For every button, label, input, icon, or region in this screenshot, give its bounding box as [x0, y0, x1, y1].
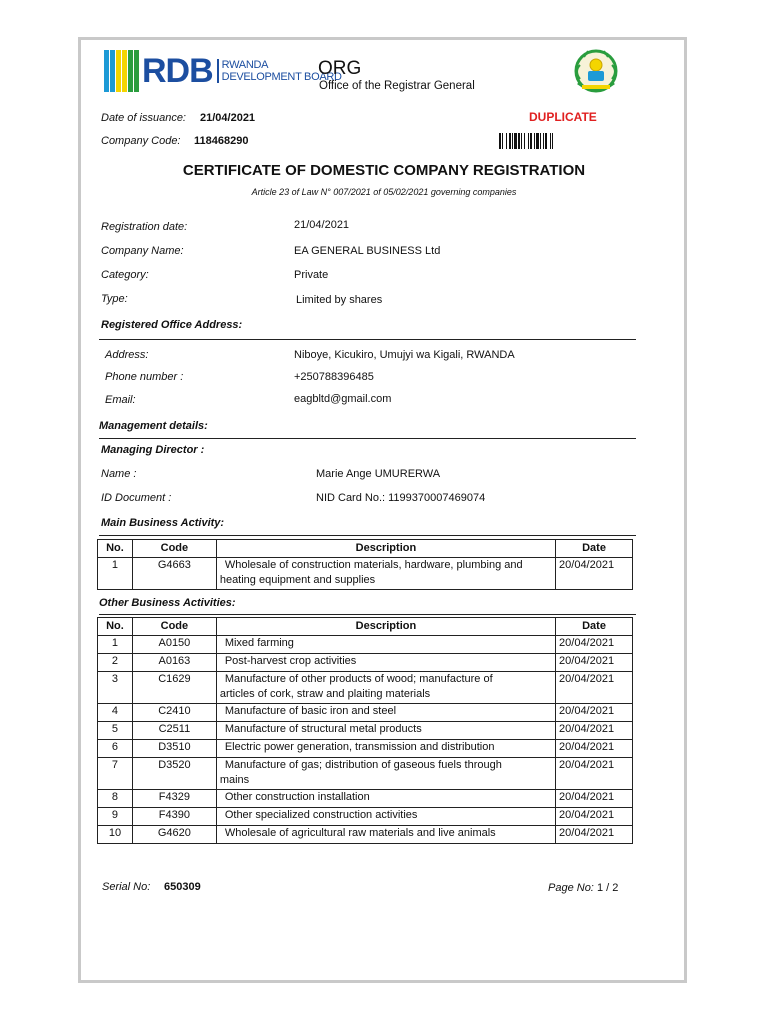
- activity-date: 20/04/2021: [556, 740, 633, 758]
- activity-description: Electric power generation, transmission and distribution: [216, 740, 555, 758]
- page-label: Page No:: [548, 882, 594, 894]
- barcode-bar: [552, 133, 553, 149]
- barcode-bar: [499, 133, 501, 149]
- divider: [99, 535, 636, 536]
- activity-description: Mixed farming: [216, 636, 555, 654]
- activity-no: 3: [98, 672, 133, 704]
- barcode-bar: [540, 133, 541, 149]
- other-activities-heading: Other Business Activities:: [99, 597, 236, 609]
- certificate-title: CERTIFICATE OF DOMESTIC COMPANY REGISTRATION: [182, 162, 586, 179]
- barcode-bar: [545, 133, 547, 149]
- rdb-flag-bar: [134, 50, 139, 92]
- management-heading: Management details:: [99, 420, 208, 432]
- column-header-description: Description: [216, 540, 555, 558]
- activity-code: A0163: [132, 654, 216, 672]
- activity-no: 6: [98, 740, 133, 758]
- certificate-subtitle: Article 23 of Law N° 007/2021 of 05/02/2021 governing companies: [251, 187, 517, 197]
- rdb-logo: [104, 48, 342, 94]
- issuance-date-value: 21/04/2021: [200, 112, 256, 124]
- rdb-logo-letters: RDB: [142, 52, 213, 90]
- director-name-value: Marie Ange UMURERWA: [316, 468, 441, 480]
- director-name-label: Name :: [101, 468, 137, 480]
- divider: [99, 339, 636, 340]
- table-row: [98, 636, 633, 654]
- divider: [99, 614, 636, 615]
- activity-no: 5: [98, 722, 133, 740]
- description-continuation: articles of cork, straw and plaiting materials: [219, 688, 431, 700]
- page-number: [548, 882, 618, 894]
- email-label: Email:: [105, 394, 136, 406]
- issuance-date-label: Date of issuance:: [101, 112, 186, 124]
- activity-description: Wholesale of agricultural raw materials and live animals: [216, 826, 555, 844]
- page-current: 1: [596, 882, 604, 894]
- table-header-row: [98, 618, 633, 636]
- activity-no: 1: [98, 636, 133, 654]
- activity-code: A0150: [132, 636, 216, 654]
- type-value: Limited by shares: [296, 294, 383, 306]
- barcode-bar: [514, 133, 517, 149]
- activity-code: F4329: [132, 790, 216, 808]
- company-code-label: Company Code:: [101, 135, 181, 147]
- activity-date: 20/04/2021: [556, 826, 633, 844]
- barcode-bar: [509, 133, 511, 149]
- divider: [99, 438, 636, 439]
- company-name-label: Company Name:: [101, 245, 184, 257]
- barcode-bar: [512, 133, 513, 149]
- activity-date: 20/04/2021: [556, 558, 633, 590]
- barcode-bar: [524, 133, 525, 149]
- other-activities-table: [97, 617, 633, 844]
- column-header-no: No.: [98, 618, 133, 636]
- category-label: Category:: [101, 269, 149, 281]
- activity-date: 20/04/2021: [556, 758, 633, 790]
- id-document-label: ID Document :: [101, 492, 172, 504]
- column-header-code: Code: [132, 540, 216, 558]
- activity-description: Post-harvest crop activities: [216, 654, 555, 672]
- office-heading: Registered Office Address:: [101, 319, 243, 331]
- registration-date-label: Registration date:: [101, 221, 188, 233]
- activity-description: Manufacture of basic iron and steel: [216, 704, 555, 722]
- managing-director-heading: Managing Director :: [101, 444, 205, 456]
- email-value: eagbltd@gmail.com: [294, 393, 392, 405]
- column-header-no: No.: [98, 540, 133, 558]
- activity-date: 20/04/2021: [556, 654, 633, 672]
- table-row: [98, 558, 633, 590]
- activity-date: 20/04/2021: [556, 704, 633, 722]
- activity-code: G4663: [132, 558, 216, 590]
- activity-no: 2: [98, 654, 133, 672]
- table-row: [98, 654, 633, 672]
- activity-code: C2410: [132, 704, 216, 722]
- activity-description: Other specialized construction activities: [216, 808, 555, 826]
- description-continuation: mains: [219, 774, 250, 786]
- activity-no: 10: [98, 826, 133, 844]
- serial-value: 650309: [164, 881, 201, 893]
- company-code-value: 118468290: [194, 135, 249, 147]
- barcode-icon: [499, 133, 594, 149]
- main-activity-heading: Main Business Activity:: [101, 517, 225, 529]
- description-line: Manufacture of other products of wood; manufacture of: [224, 673, 493, 685]
- activity-no: 4: [98, 704, 133, 722]
- phone-value: +250788396485: [294, 371, 374, 383]
- activity-code: C1629: [132, 672, 216, 704]
- description-continuation: heating equipment and supplies: [219, 574, 376, 586]
- activity-description: [216, 558, 555, 590]
- barcode-bar: [506, 133, 507, 149]
- table-row: [98, 740, 633, 758]
- rdb-flag-bar: [122, 50, 127, 92]
- activity-description: Manufacture of structural metal products: [216, 722, 555, 740]
- serial-label: Serial No:: [102, 881, 151, 893]
- table-header-row: [98, 540, 633, 558]
- table-row: [98, 672, 633, 704]
- activity-no: 9: [98, 808, 133, 826]
- rdb-flag-bar: [104, 50, 109, 92]
- barcode-bar: [518, 133, 520, 149]
- column-header-code: Code: [132, 618, 216, 636]
- rdb-flag-bar: [128, 50, 133, 92]
- barcode-bar: [534, 133, 535, 149]
- table-row: [98, 808, 633, 826]
- barcode-bar: [502, 133, 503, 149]
- barcode-bar: [530, 133, 532, 149]
- activity-code: D3520: [132, 758, 216, 790]
- table-row: [98, 722, 633, 740]
- rwanda-coat-of-arms-icon: [570, 45, 622, 95]
- table-row: [98, 790, 633, 808]
- activity-code: C2511: [132, 722, 216, 740]
- activity-no: 8: [98, 790, 133, 808]
- barcode-bar: [528, 133, 529, 149]
- org-title: ORG: [318, 58, 362, 79]
- barcode-bar: [550, 133, 551, 149]
- barcode-bar: [521, 133, 522, 149]
- main-activity-table: [97, 539, 633, 590]
- description-line: Manufacture of gas; distribution of gaseous fuels through: [224, 759, 502, 771]
- page-total: 2: [612, 882, 619, 894]
- rdb-flag-bars-icon: [104, 50, 140, 92]
- barcode-bar: [536, 133, 539, 149]
- column-header-date: Date: [556, 540, 633, 558]
- activity-date: 20/04/2021: [556, 808, 633, 826]
- rdb-logo-line2: DEVELOPMENT BOARD: [221, 71, 342, 83]
- column-header-description: Description: [216, 618, 555, 636]
- registration-date-value: 21/04/2021: [294, 219, 350, 231]
- activity-code: F4390: [132, 808, 216, 826]
- activity-description: [216, 758, 555, 790]
- activity-no: 7: [98, 758, 133, 790]
- column-header-date: Date: [556, 618, 633, 636]
- page-separator: /: [606, 882, 610, 894]
- type-label: Type:: [101, 293, 128, 305]
- activity-date: 20/04/2021: [556, 672, 633, 704]
- org-subtitle: Office of the Registrar General: [319, 80, 475, 92]
- activity-date: 20/04/2021: [556, 636, 633, 654]
- activity-code: D3510: [132, 740, 216, 758]
- company-name-value: EA GENERAL BUSINESS Ltd: [294, 245, 441, 257]
- table-row: [98, 704, 633, 722]
- rdb-logo-line1: RWANDA: [221, 59, 269, 71]
- category-value: Private: [294, 269, 329, 281]
- address-value: Niboye, Kicukiro, Umujyi wa Kigali, RWANDA: [294, 349, 515, 361]
- phone-label: Phone number :: [105, 371, 184, 383]
- activity-description: Other construction installation: [216, 790, 555, 808]
- id-document-value: NID Card No.: 1199370007469074: [316, 492, 486, 504]
- address-label: Address:: [105, 349, 149, 361]
- barcode-bar: [543, 133, 544, 149]
- rdb-flag-bar: [110, 50, 115, 92]
- rdb-flag-bar: [116, 50, 121, 92]
- activity-date: 20/04/2021: [556, 722, 633, 740]
- description-line: Wholesale of construction materials, hardware, plumbing and: [224, 559, 523, 571]
- activity-code: G4620: [132, 826, 216, 844]
- table-row: [98, 758, 633, 790]
- activity-description: [216, 672, 555, 704]
- table-row: [98, 826, 633, 844]
- duplicate-stamp: DUPLICATE: [529, 110, 597, 124]
- activity-date: 20/04/2021: [556, 790, 633, 808]
- activity-no: 1: [98, 558, 133, 590]
